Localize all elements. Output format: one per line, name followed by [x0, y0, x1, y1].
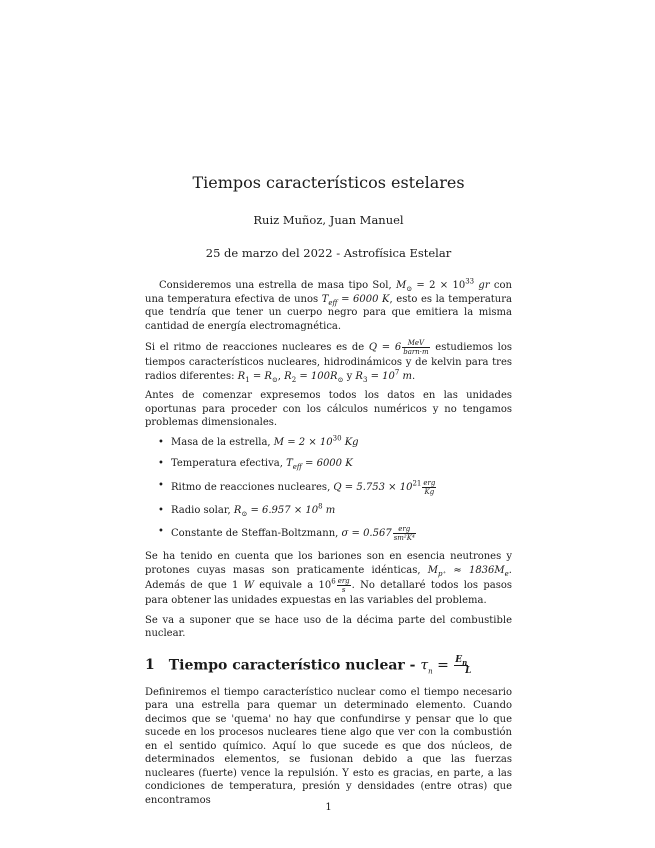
paragraph-baryons: Se ha tenido en cuenta que los bariones son en esencia neutrones y protones cuyas masas son praticamente idénticas, $M_{p^+} \approx 1836M_e$. Además de que 1 W equivale a $10^6$ $\frac{\text{erg}}{s}$ . No detallaré todos los pasos para obtener las unidades expuestas en las variables del problema.: [145, 551, 512, 606]
fraction-en-l: $\frac{E_n}{L}$: [455, 654, 472, 676]
paragraph-nuclear-time: Definiremos el tiempo característico nuclear como el tiempo necesario para una estrella para quemar un determinado elemento. Cuando decimos que se 'quema' no hay que confundirse y pensar que lo que sucede en los procesos nucleares tiene algo que ver con la combustión en el sentido químico. Aquí lo que sucede es que dos núcleos, de determinados elementos, se fusionan debido a que las fuerzas nucleares (fuerte) vence la repulsión. Y esto es gracias, en parte, a las condiciones de temperatura, presión y densidades (entre otras) que encontramos: [145, 686, 512, 806]
list-item: • Radio solar, $R_⊙ = 6.957 \times 10^8$ m: [158, 502, 336, 518]
list-item: • Temperatura efectiva, $T_{eff} = 6000$ K: [158, 458, 353, 471]
paragraph-fuel: Se va a suponer que se hace uso de la décima parte del combustible nuclear.: [145, 614, 512, 639]
paragraph-units: Antes de comenzar expresemos todos los datos en las unidades oportunas para proceder con los cálculos numéricos y no tengamos problemas dimensionales.: [145, 390, 512, 428]
list-item: • Masa de la estrella, $M = 2 \times 10^{30}$ Kg: [158, 434, 359, 448]
paragraph-reactions: Si el ritmo de reacciones nucleares es de Q = 6 $\frac{\text{MeV}}{\text{barn·m}}$ estudiemos los tiempos característicos nucleares, hidrodinámicos y de kelvin para tres radios diferentes: $R_1 = R_⊙$, $R_2 = 100R_⊙$ y $R_3 = 10^7$ m.: [145, 339, 513, 384]
paper-author: Ruiz Muñoz, Juan Manuel: [253, 213, 404, 227]
page-number: 1: [325, 802, 332, 813]
paper-date: 25 de marzo del 2022 - Astrofísica Estelar: [205, 246, 452, 260]
fraction-erg-s: $\frac{\text{erg}}{s}$: [337, 577, 350, 594]
paper-title: Tiempos característicos estelares: [192, 173, 465, 192]
paper-body: [145, 279, 512, 813]
fraction-sigma-units: $\frac{\text{erg}}{\text{sm²K⁴}}$: [393, 525, 415, 542]
list-item: • Ritmo de reacciones nucleares, $Q = 5.753 \times 10^{21}$ $\frac{\text{erg}}{Kg}$: [158, 478, 436, 496]
data-list: [145, 436, 512, 543]
paragraph-intro: Consideremos una estrella de masa tipo Sol, $M_⊙ = 2 \times 10^{33}$ gr con una temperatura efectiva de unos $T_{eff} = 6000$ K, esto es la temperatura que tendría que tener un cuerpo negro para que emitiera la misma cantidad de energía electromagnética.: [145, 277, 512, 332]
fraction-erg-kg: $\frac{\text{erg}}{Kg}$: [423, 478, 436, 496]
section-number: 1: [145, 657, 155, 673]
fraction-mev: $\frac{\text{MeV}}{\text{barn·m}}$: [403, 339, 429, 356]
list-item: • Constante de Steffan-Boltzmann, σ = 0.567 $\frac{\text{erg}}{\text{sm²K⁴}}$: [158, 525, 415, 542]
section-heading: 1 Tiempo característico nuclear - $\tau_n$ = $\frac{E_n}{L}$: [145, 655, 512, 676]
mass-symbol: M: [395, 280, 407, 291]
